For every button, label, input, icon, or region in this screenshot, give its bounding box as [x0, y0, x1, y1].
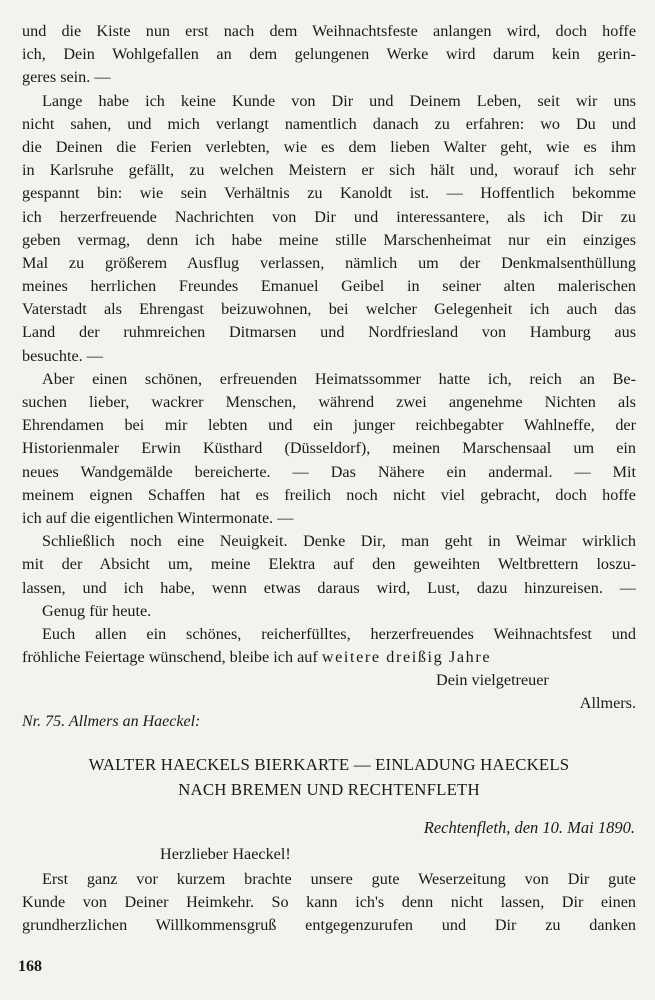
text-line: Schließlich noch eine Neuigkeit. Denke Dir, man geht in Weimar wirklich	[42, 532, 636, 551]
text-line: Historienmaler Erwin Küsthard (Düsseldorf), meinen Marschensaal um ein	[22, 439, 636, 458]
text-line: Aber einen schönen, erfreuenden Heimatssommer hatte ich, reich an Be-	[42, 369, 636, 388]
letter-75-text	[22, 868, 636, 938]
text-line: Genug für heute.	[42, 601, 152, 620]
text-line: mit der Absicht um, meine Elektra auf den geweihten Weltbrettern loszu-	[22, 555, 636, 574]
text-line: Ehrendamen bei mir lebten und ein junger reichbegabter Wahlneffe, der	[22, 416, 636, 435]
text-line: Euch allen ein schönes, reicherfülltes, herzerfreuendes Weihnachtsfest und	[42, 624, 636, 643]
text-line: ich auf die eigentlichen Wintermonate. —	[22, 508, 294, 527]
text-line: geres sein. —	[22, 68, 111, 87]
text-line: Vaterstadt als Ehrengast beizuwohnen, bei welcher Gelegenheit ich auch das	[22, 300, 636, 319]
text-line: Kunde von Deiner Heimkehr. So kann ich's denn nicht lassen, Dir einen	[22, 893, 636, 912]
text-line: nicht sahen, und mich verlangt namentlich danach zu erfahren: wo Du und	[22, 114, 636, 133]
letter-title-line-1: WALTER HAECKELS BIERKARTE — EINLADUNG HAECKELS	[88, 755, 570, 774]
text-line: Lange habe ich keine Kunde von Dir und Deinem Leben, seit wir uns	[42, 91, 636, 110]
text-line: und die Kiste nun erst nach dem Weihnachtsfeste anlangen wird, doch hoffe	[22, 22, 636, 40]
text-line: gespannt bin: wie sein Verhältnis zu Kanoldt ist. — Hoffentlich bekomme	[22, 184, 636, 203]
text-line: Mal zu größerem Ausflug verlassen, nämlich um der Denkmalsenthüllung	[22, 253, 636, 272]
salutation: Herzlieber Haeckel!	[160, 845, 291, 863]
text-line: ich herzerfreuende Nachrichten von Dir und interessantere, als ich Dir zu	[22, 207, 636, 226]
text-line: ich, Dein Wohlgefallen an dem gelungenen Werke wird darum kein gerin-	[22, 45, 636, 64]
dateline: Rechtenfleth, den 10. Mai 1890.	[423, 818, 635, 837]
text-line: meines herrlichen Freundes Emanuel Geibel in seiner alten malerischen	[22, 277, 636, 296]
text-line: lassen, und ich habe, wenn etwas daraus wird, Lust, dazu hinzureisen. —	[22, 578, 636, 597]
text-line: in Karlsruhe gefällt, zu welchen Meistern er sich hält und, worauf ich sehr	[22, 161, 636, 180]
letter-title-line-2: NACH BREMEN UND RECHTENFLETH	[178, 780, 480, 799]
text-segment: fröhliche Feiertage wünschend, bleibe ich auf	[22, 648, 318, 667]
text-line: neues Wandgemälde bereicherte. — Das Nähere ein andermal. — Mit	[22, 462, 636, 481]
text-line: die Deinen die Ferien verlebten, wie es dem lieben Walter geht, wie es ihm	[22, 137, 636, 156]
text-line: geben vermag, denn ich habe meine stille Marschenheimat nur ein einziges	[22, 230, 636, 249]
text-line	[22, 646, 636, 669]
text-line: meinem eignen Schaffen hat es freilich noch nicht viel gebracht, doch hoffe	[22, 485, 636, 504]
text-line: Land der ruhmreichen Ditmarsen und Nordfriesland von Hamburg aus	[22, 323, 636, 342]
letter-74-text	[22, 20, 636, 716]
text-line: grundherzlichen Willkommensgruß entgegenzurufen und Dir zu danken	[22, 916, 636, 935]
spaced-phrase: weitere dreißig Jahre	[321, 648, 492, 667]
page-number: 168	[18, 958, 42, 975]
text-line: besuchte. —	[22, 346, 103, 365]
closing-line: Dein vielgetreuer	[436, 671, 549, 690]
text-line: Erst ganz vor kurzem brachte unsere gute Weserzeitung von Dir gute	[42, 870, 636, 888]
letter-number-header: Nr. 75. Allmers an Haeckel:	[22, 713, 201, 730]
signature: Allmers.	[579, 694, 636, 713]
text-line: suchen lieber, wackrer Menschen, während zwei angenehme Nichten als	[22, 393, 636, 411]
